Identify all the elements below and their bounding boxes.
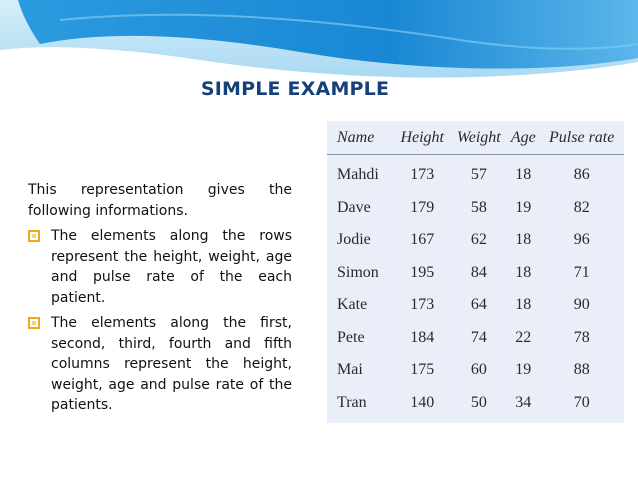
cell-pulse-rate: 86 bbox=[573, 166, 590, 184]
intro-paragraph: This representation gives the following informations. bbox=[28, 182, 292, 219]
table-row bbox=[327, 322, 624, 355]
cell-height: 140 bbox=[410, 393, 435, 411]
header-height: Height bbox=[394, 121, 450, 155]
cell-name: Mai bbox=[337, 361, 363, 379]
cell-name: Jodie bbox=[337, 231, 371, 249]
cell-pulse-rate: 96 bbox=[573, 231, 590, 249]
bullet-text: The elements along the first, second, third, fourth and fifth columns represent the height, weight, age and pulse rate of the patients. bbox=[51, 315, 292, 413]
square-bullet-icon bbox=[28, 230, 40, 242]
cell-pulse-rate: 70 bbox=[573, 393, 590, 411]
cell-age: 18 bbox=[515, 296, 532, 314]
header-banner bbox=[0, 0, 638, 90]
table-row bbox=[327, 387, 624, 420]
cell-height: 179 bbox=[410, 198, 435, 216]
slide-title: SIMPLE EXAMPLE bbox=[200, 78, 390, 100]
cell-height: 195 bbox=[410, 263, 435, 281]
cell-weight: 84 bbox=[470, 263, 487, 281]
table-row bbox=[327, 354, 624, 387]
cell-name: Kate bbox=[337, 296, 368, 314]
table-row bbox=[327, 257, 624, 290]
patient-table bbox=[327, 121, 624, 423]
header-age: Age bbox=[507, 121, 539, 155]
square-bullet-icon bbox=[28, 317, 40, 329]
cell-height: 173 bbox=[410, 166, 435, 184]
cell-weight: 57 bbox=[470, 166, 487, 184]
cell-age: 34 bbox=[515, 393, 532, 411]
cell-height: 175 bbox=[410, 361, 435, 379]
cell-name: Mahdi bbox=[337, 166, 379, 184]
bullet-item bbox=[28, 313, 292, 416]
bullet-item bbox=[28, 226, 292, 308]
cell-age: 19 bbox=[515, 361, 532, 379]
cell-weight: 74 bbox=[470, 328, 487, 346]
cell-weight: 58 bbox=[470, 198, 487, 216]
cell-weight: 62 bbox=[470, 231, 487, 249]
cell-height: 167 bbox=[410, 231, 435, 249]
table-row bbox=[327, 192, 624, 225]
slide-body bbox=[28, 180, 292, 421]
cell-weight: 50 bbox=[470, 393, 487, 411]
cell-name: Pete bbox=[337, 328, 365, 346]
cell-pulse-rate: 71 bbox=[573, 263, 590, 281]
cell-age: 22 bbox=[515, 328, 532, 346]
cell-pulse-rate: 88 bbox=[573, 361, 590, 379]
cell-pulse-rate: 82 bbox=[573, 198, 590, 216]
header-pulse-rate: Pulse rate bbox=[539, 121, 624, 155]
header-name: Name bbox=[327, 121, 394, 155]
cell-age: 19 bbox=[515, 198, 532, 216]
table-header-row bbox=[327, 121, 624, 155]
cell-name: Tran bbox=[337, 393, 367, 411]
cell-weight: 60 bbox=[470, 361, 487, 379]
cell-height: 184 bbox=[410, 328, 435, 346]
cell-weight: 64 bbox=[470, 296, 487, 314]
cell-pulse-rate: 90 bbox=[573, 296, 590, 314]
table-row bbox=[327, 155, 624, 192]
header-weight: Weight bbox=[450, 121, 507, 155]
cell-pulse-rate: 78 bbox=[573, 328, 590, 346]
bullet-text: The elements along the rows represent the height, weight, age and pulse rate of the each patient. bbox=[51, 228, 292, 306]
cell-name: Dave bbox=[337, 198, 371, 216]
cell-name: Simon bbox=[337, 263, 379, 281]
cell-age: 18 bbox=[515, 263, 532, 281]
cell-height: 173 bbox=[410, 296, 435, 314]
table-row bbox=[327, 289, 624, 322]
cell-age: 18 bbox=[515, 231, 532, 249]
table-row bbox=[327, 224, 624, 257]
cell-age: 18 bbox=[515, 166, 532, 184]
